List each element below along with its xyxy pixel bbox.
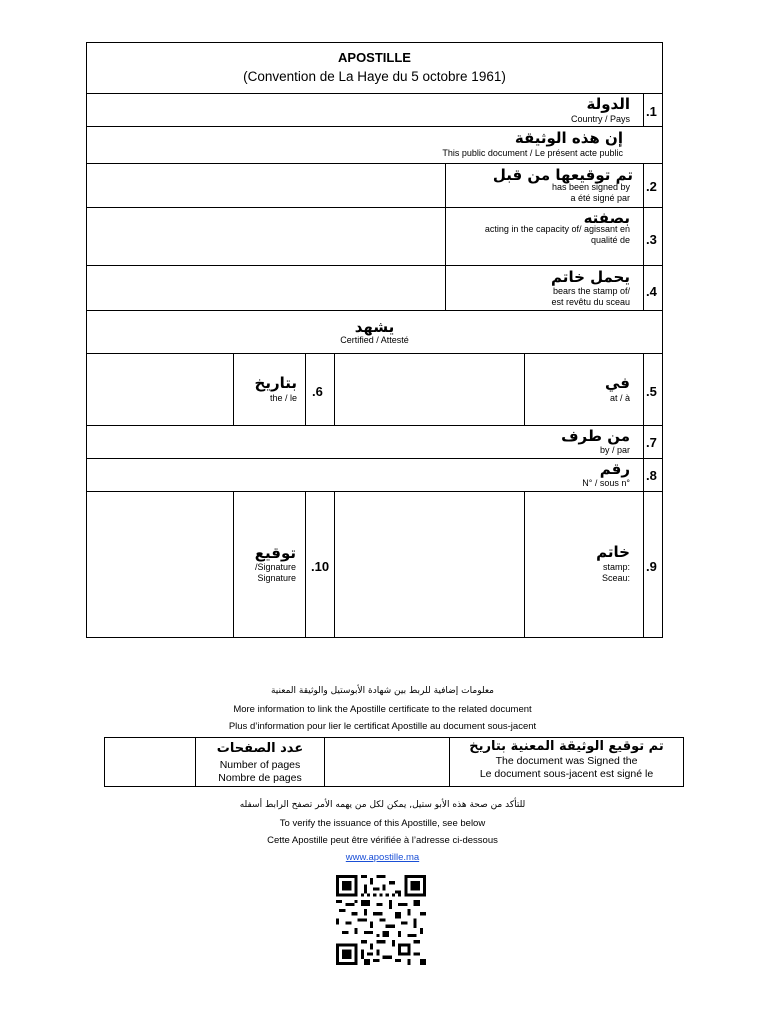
pages-value-field[interactable] — [105, 738, 194, 786]
col-divider — [524, 491, 525, 638]
field-number-4: .4 — [646, 284, 657, 299]
field-number-3: .3 — [646, 232, 657, 247]
signed-by-label-ar: تم توقيعها من قبل — [492, 166, 633, 184]
place-value-field[interactable] — [335, 354, 523, 424]
stamp-value-field[interactable] — [335, 492, 523, 637]
number-label: N° / sous n° — [582, 478, 630, 488]
col-divider — [445, 163, 446, 310]
col-divider — [643, 163, 644, 310]
stamp-of-label-en: bears the stamp of/ — [552, 286, 630, 296]
signed-by-label-fr: a été signé par — [570, 193, 630, 203]
field-number-7: .7 — [646, 435, 657, 450]
more-info-ar: معلومات إضافية للربط بين شهادة الأبوستيل والوثيقة المعنية — [270, 686, 494, 696]
signature-label-en: /Signature — [254, 562, 296, 572]
signature-label-fr: Signature — [257, 573, 296, 583]
stamp-of-value-field[interactable] — [87, 266, 444, 309]
certified-label: Certified / Attesté — [340, 335, 409, 345]
date-label: the / le — [269, 393, 297, 403]
col-divider — [305, 353, 306, 425]
date-label-ar: بتاريخ — [254, 374, 297, 392]
capacity-value-field[interactable] — [87, 208, 444, 264]
stamp-label-ar: خاتم — [596, 543, 630, 561]
country-label-ar: الدولة — [586, 95, 630, 113]
verify-fr: Cette Apostille peut être vérifiée à l’adresse ci-dessous — [267, 835, 498, 846]
col-divider — [305, 491, 306, 638]
signed-date-label-en: The document was Signed the — [495, 755, 638, 767]
country-value-field[interactable] — [87, 94, 557, 125]
pages-label-en: Number of pages — [219, 759, 301, 771]
col-divider — [233, 491, 234, 638]
row-divider — [86, 310, 663, 311]
col-divider — [233, 353, 234, 425]
place-label-ar: في — [605, 374, 630, 392]
field-number-2: .2 — [646, 179, 657, 194]
col-divider — [643, 353, 644, 638]
number-label-ar: رقم — [599, 460, 630, 478]
signed-by-label-en: has been signed by — [551, 182, 630, 192]
capacity-label-ar: بصفته — [583, 209, 630, 227]
by-value-field[interactable] — [87, 426, 557, 457]
signed-date-label-fr: Le document sous-jacent est signé le — [479, 768, 654, 780]
stamp-label-fr: Sceau: — [601, 573, 630, 583]
field-number-9: .9 — [646, 559, 657, 574]
by-label-ar: من طرف — [561, 427, 630, 445]
public-document-label-ar: إن هذه الوثيقة — [514, 129, 623, 147]
signed-by-value-field[interactable] — [87, 164, 444, 206]
stamp-of-label-ar: يحمل خاتم — [551, 268, 630, 286]
field-number-1: .1 — [646, 104, 657, 119]
form-subtitle: (Convention de La Haye du 5 octobre 1961) — [243, 69, 506, 84]
signed-date-label-ar: تم توقيع الوثيقة المعنية بتاريخ — [469, 739, 664, 754]
more-info-fr: Plus d’information pour lier le certificat Apostille au document sous-jacent — [228, 721, 537, 732]
form-title: APOSTILLE — [338, 50, 411, 65]
stamp-of-label-fr: est revêtu du sceau — [551, 297, 630, 307]
stamp-label-en: stamp: — [602, 562, 630, 572]
field-number-10: .10 — [311, 559, 330, 574]
pages-label-ar: عدد الصفحات — [216, 741, 304, 756]
field-number-6: .6 — [312, 384, 323, 399]
verify-en: To verify the issuance of this Apostille, see below — [279, 818, 486, 829]
signed-date-value-field[interactable] — [325, 738, 448, 786]
date-value-field[interactable] — [87, 354, 232, 424]
col-divider — [643, 93, 644, 126]
certified-label-ar: يشهد — [354, 318, 395, 336]
country-label: Country / Pays — [570, 114, 630, 124]
by-label: by / par — [599, 445, 630, 455]
apostille-website-link[interactable]: www.apostille.ma — [345, 852, 420, 863]
signature-value-field[interactable] — [87, 492, 232, 637]
field-number-5: .5 — [646, 384, 657, 399]
verify-ar: للتأكد من صحة هذه الأبو ستيل, يمكن لكل من يهمه الأمر تصفح الرابط أسفله — [239, 800, 526, 810]
field-number-8: .8 — [646, 468, 657, 483]
capacity-label-fr: qualité de — [590, 235, 630, 245]
col-divider — [524, 353, 525, 425]
qr-code-icon — [335, 875, 427, 965]
public-document-label: This public document / Le présent acte public — [442, 148, 623, 158]
more-info-en: More information to link the Apostille certificate to the related document — [233, 704, 532, 715]
number-value-field[interactable] — [87, 459, 557, 490]
pages-label-fr: Nombre de pages — [218, 772, 302, 784]
place-label: at / à — [609, 393, 630, 403]
capacity-label-en: acting in the capacity of/ agissant en — [484, 224, 630, 234]
row-divider — [86, 126, 663, 127]
signature-label-ar: توقيع — [254, 544, 296, 562]
